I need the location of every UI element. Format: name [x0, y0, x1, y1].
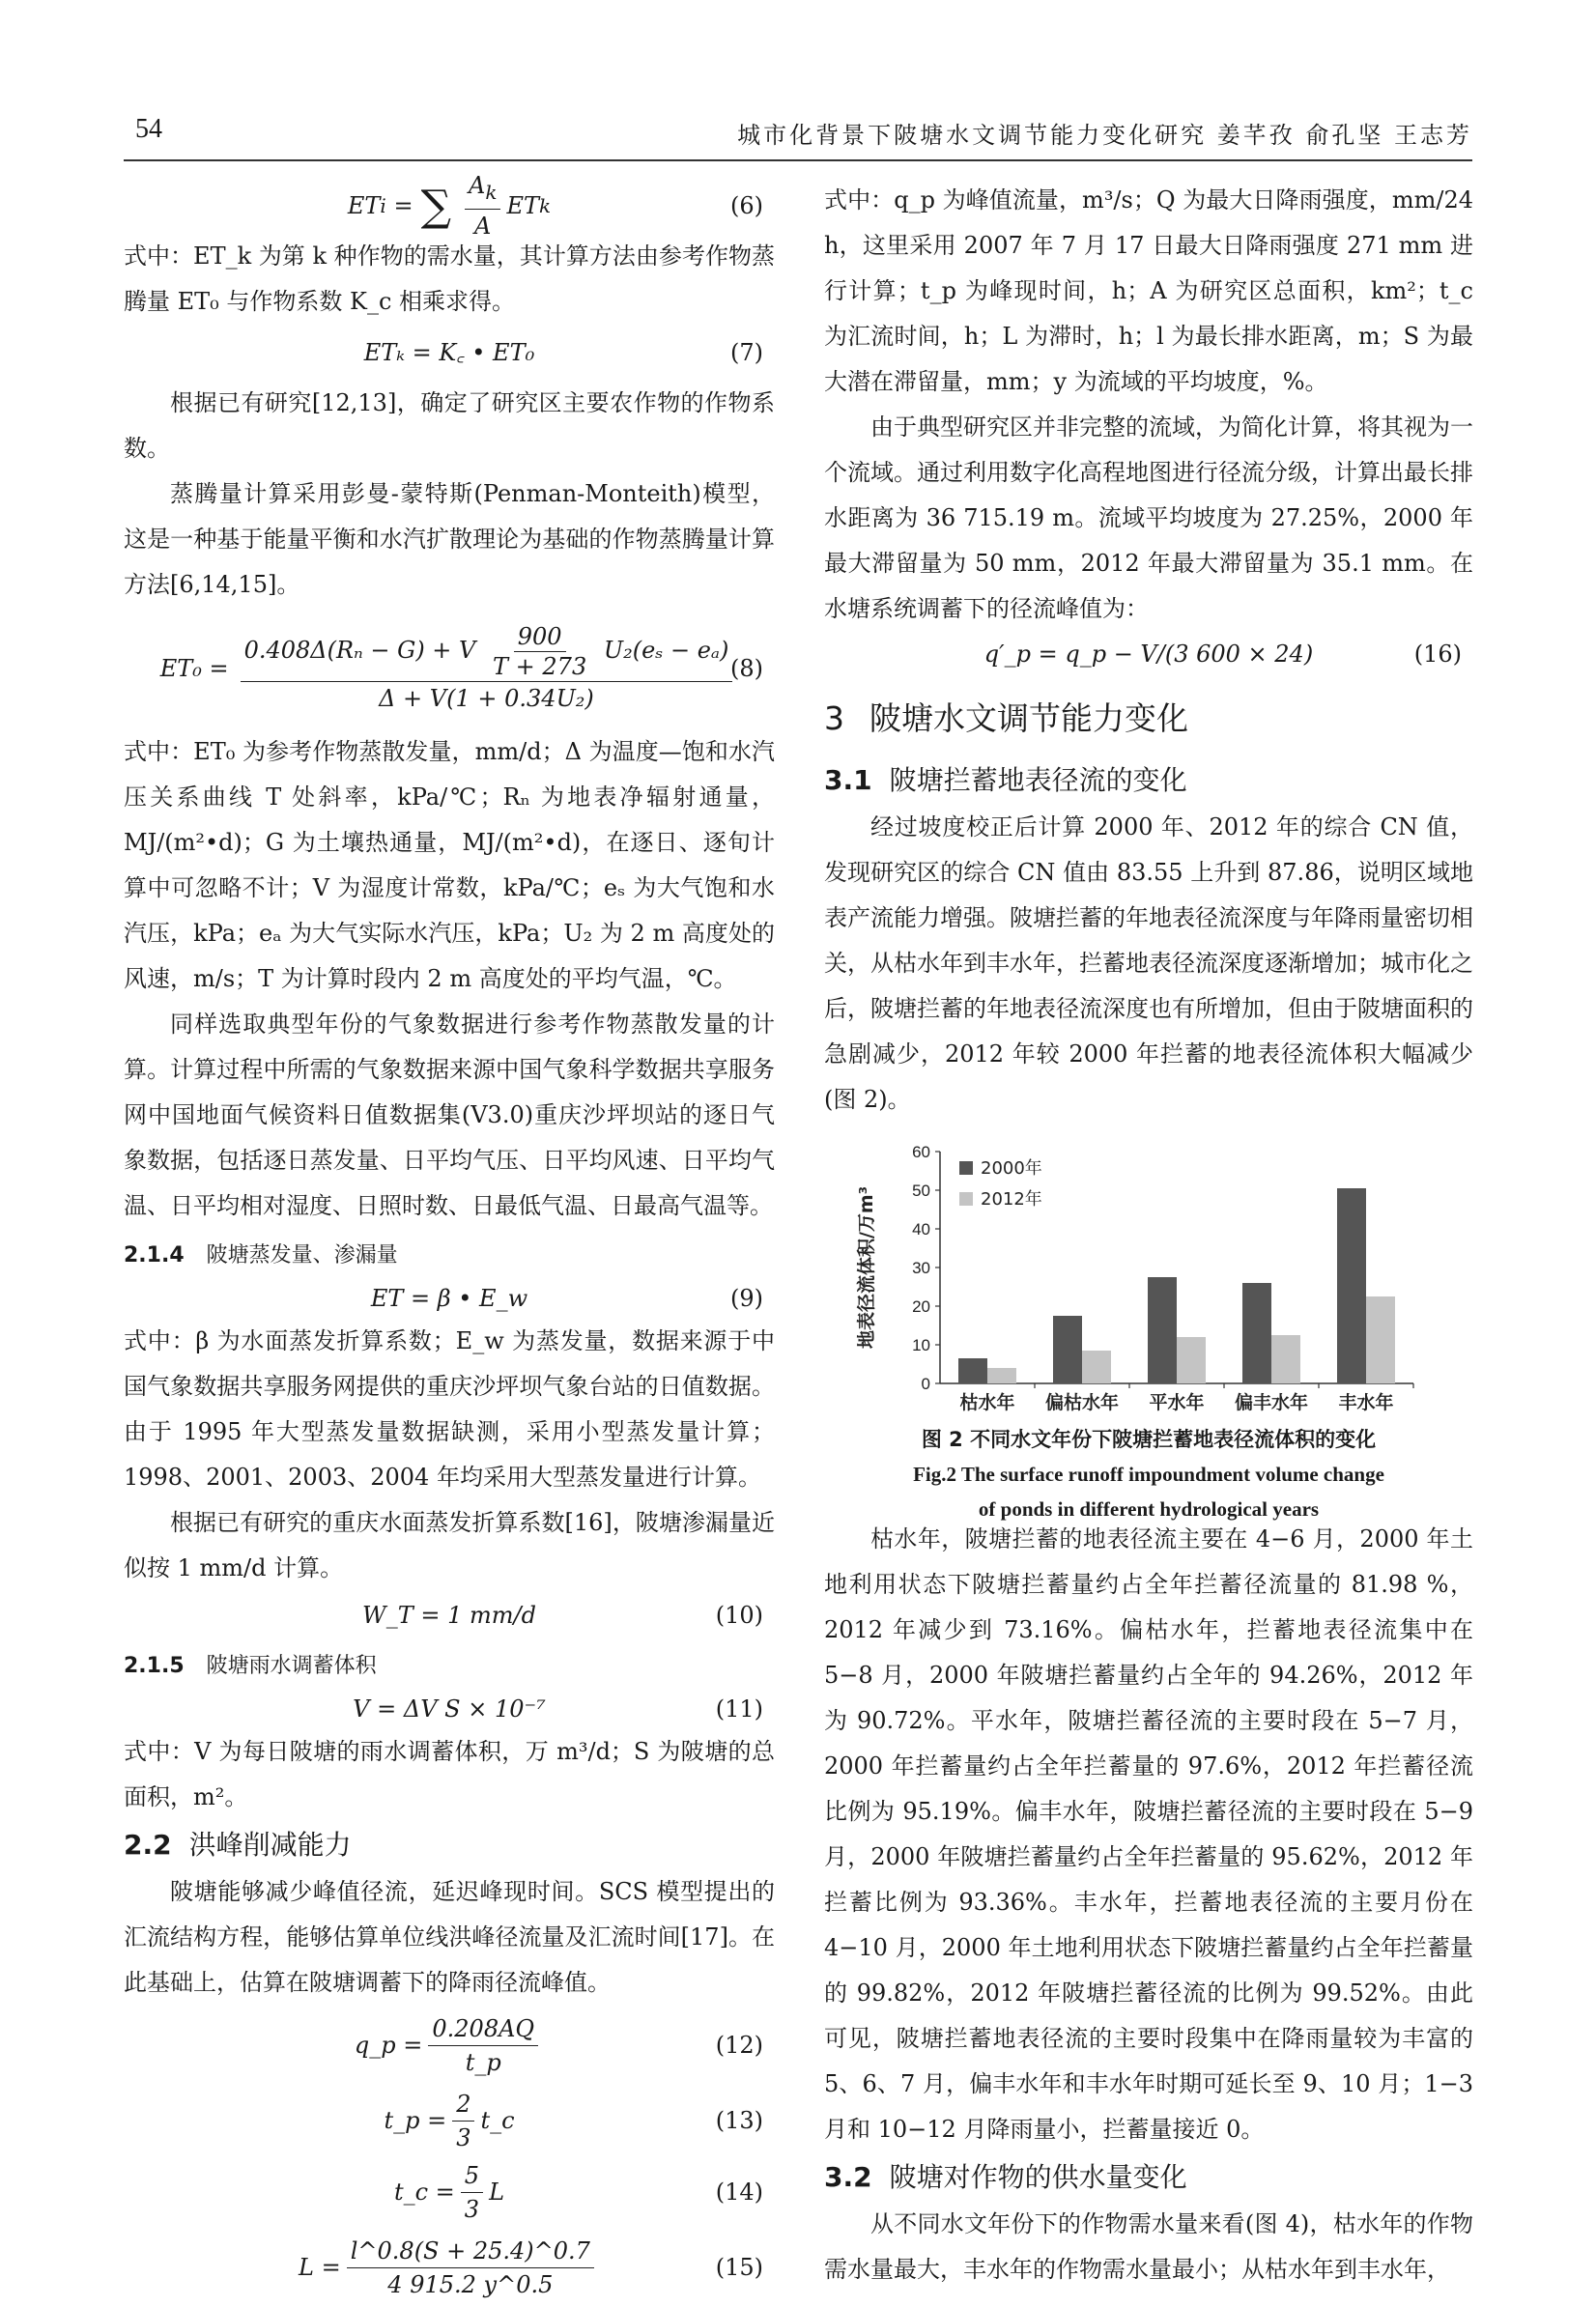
equation-10: W_T = 1 mm/d (10) — [362, 1601, 763, 1629]
figure-caption-en: of ponds in different hydrological years — [978, 1497, 1320, 1521]
left-column — [124, 172, 775, 2307]
equation-13: t_p = $\frac{2}{3}$ t_c (13) — [124, 2085, 775, 2156]
bar-2012年-偏丰水年 — [1271, 1335, 1300, 1383]
right-column — [824, 178, 1473, 2293]
y-tick-label: 50 — [912, 1182, 930, 1200]
page-header — [124, 108, 1472, 157]
header-rule — [124, 159, 1472, 161]
bar-2000年-平水年 — [1148, 1277, 1177, 1383]
section-heading-2-2: 2.2 洪峰削减能力 — [124, 1829, 352, 1861]
equation-6: ET i = ∑ $\frac{A_k}{A}$ ET k (6) — [124, 178, 775, 234]
figure-2 — [824, 1134, 1473, 1521]
paragraph: 经过坡度校正后计算 2000 年、2012 年的综合 CN 值，发现研究区的综合 CN 值由 83.55 上升到 87.86，说明区域地表产流能力增强。陂塘拦蓄的年地表径流深度与年降雨量密切相关，从枯水年到丰水年，拦蓄地表径流深度逐渐增加；城市化之后，陂塘拦蓄的年地表径流深度也有所增加，但由于陂塘面积的急剧减少，2012 年较 2000 年拦蓄的地表径流体积大幅减少(图 2)。 — [824, 813, 1473, 1113]
legend-label: 2012年 — [981, 1189, 1042, 1210]
bar-2012年-偏枯水年 — [1082, 1351, 1111, 1383]
x-tick-label: 偏枯水年 — [1044, 1392, 1120, 1413]
paragraph: 枯水年，陂塘拦蓄的地表径流主要在 4−6 月，2000 年土地利用状态下陂塘拦蓄量约占全年拦蓄径流量的 81.98 %，2012 年减少到 73.16%。偏枯水年，拦蓄地表径流集中在 5−8 月，2000 年陂塘拦蓄量约占全年的 94.26%，2012 年为 90.72%。平水年，陂塘拦蓄径流的主要时段在 5−7 月，2000 年拦蓄量约占全年拦蓄量的 97.6%，2012 年拦蓄径流比例为 95.19%。偏丰水年，陂塘拦蓄径流的主要时段在 5−9 月，2000 年陂塘拦蓄量约占全年拦蓄量的 95.62%，2012 年拦蓄比例为 93.36%。丰水年，拦蓄地表径流的主要月份在 4−10 月，2000 年土地利用状态下陂塘拦蓄量约占全年拦蓄量的 99.82%，2012 年陂塘拦蓄径流的比例为 99.52%。由此可见，陂塘拦蓄地表径流的主要时段集中在降雨量较为丰富的 5、6、7 月，偏丰水年和丰水年时期可延长至 9、10 月；1−3 月和 10−12 月降雨量小，拦蓄量接近 0。 — [824, 1525, 1473, 2143]
equation-16: q′_p = q_p − V/(3 600 × 24) (16) — [983, 640, 1462, 668]
section-heading-3-1: 3.1 陂塘拦蓄地表径流的变化 — [824, 764, 1187, 796]
legend-swatch — [959, 1192, 973, 1206]
equation-11: V = ΔV S × 10⁻⁷ (11) — [353, 1695, 763, 1723]
x-tick-label: 平水年 — [1149, 1392, 1205, 1413]
bar-2012年-丰水年 — [1366, 1296, 1395, 1383]
figure-caption-en: Fig.2 The surface runoff impoundment volume change — [913, 1463, 1384, 1486]
running-title: 城市化背景下陂塘水文调节能力变化研究 姜芊孜 俞孔坚 王志芳 — [737, 122, 1472, 149]
paragraph: 由于典型研究区并非完整的流域，为简化计算，将其视为一个流域。通过利用数字化高程地图进行径流分级，计算出最长排水距离为 36 715.19 m。流域平均坡度为 27.25%，2000 年最大滞留量为 50 mm，2012 年最大滞留量为 35.1 mm。在水塘系统调蓄下的径流峰值为： — [824, 413, 1473, 622]
equation-9: ET = β • E_w (9) — [370, 1284, 763, 1312]
section-heading-2-1-5: 2.1.5 陂塘雨水调蓄体积 — [124, 1654, 377, 1678]
equation-7: ETₖ = K꜀ • ET₀ (7) — [363, 338, 763, 366]
paragraph: 式中：β 为水面蒸发折算系数；E_w 为蒸发量，数据来源于中国气象数据共享服务网提供的重庆沙坪坝气象台站的日值数据。由于 1995 年大型蒸发量数据缺测，采用小型蒸发量计算；1998、2001、2003、2004 年均采用大型蒸发量进行计算。 — [124, 1327, 775, 1491]
y-axis-label: 地表径流体积/万m³ — [856, 1185, 877, 1350]
y-tick-label: 30 — [912, 1259, 930, 1277]
bar-2012年-枯水年 — [987, 1368, 1016, 1383]
equation-number: (6) — [730, 191, 763, 219]
paragraph: 根据已有研究[12,13]，确定了研究区主要农作物的作物系数。 — [124, 389, 775, 462]
paragraph: 陂塘能够减少峰值径流，延迟峰现时间。SCS 模型提出的汇流结构方程，能够估算单位线洪峰径流量及汇流时间[17]。在此基础上，估算在陂塘调蓄下的降雨径流峰值。 — [124, 1878, 775, 1996]
bar-2000年-枯水年 — [958, 1358, 987, 1383]
y-tick-label: 20 — [912, 1297, 930, 1316]
section-heading-2-1-4: 2.1.4 陂塘蒸发量、渗漏量 — [124, 1243, 398, 1267]
bar-2000年-偏丰水年 — [1242, 1283, 1271, 1383]
paragraph: 式中：ET_k 为第 k 种作物的需水量，其计算方法由参考作物蒸腾量 ET₀ 与作物系数 K_c 相乘求得。 — [124, 242, 775, 315]
paragraph: 蒸腾量计算采用彭曼-蒙特斯(Penman-Monteith)模型，这是一种基于能量平衡和水汽扩散理论为基础的作物蒸腾量计算方法[6,14,15]。 — [124, 480, 775, 598]
y-tick-label: 0 — [921, 1375, 930, 1393]
y-tick-label: 10 — [912, 1336, 930, 1354]
bar-2000年-丰水年 — [1337, 1188, 1366, 1383]
paragraph: 同样选取典型年份的气象数据进行参考作物蒸散发量的计算。计算过程中所需的气象数据来源中国气象科学数据共享服务网中国地面气候资料日值数据集(V3.0)重庆沙坪坝站的逐日气象数据，包括逐日蒸发量、日平均气压、日平均风速、日平均气温、日平均相对湿度、日照时数、日最低气温、日最高气温等。 — [124, 1011, 775, 1219]
section-heading-3: 3 陂塘水文调节能力变化 — [824, 699, 1188, 737]
paragraph: 根据已有研究的重庆水面蒸发折算系数[16]，陂塘渗漏量近似按 1 mm/d 计算。 — [124, 1509, 775, 1581]
equation-12: q_p = $\frac{0.208AQ}{t\_p}$ (12) — [124, 2006, 775, 2085]
figure-caption-cn: 图 2 不同水文年份下陂塘拦蓄地表径流体积的变化 — [921, 1428, 1377, 1451]
x-tick-label: 枯水年 — [959, 1392, 1015, 1413]
y-tick-label: 40 — [912, 1220, 930, 1239]
paragraph: 式中：ET₀ 为参考作物蒸散发量，mm/d；Δ 为温度—饱和水汽压关系曲线 T 处斜率，kPa/℃；Rₙ 为地表净辐射通量，MJ/(m²•d)；G 为土壤热通量，MJ/(m²•d)，在逐日、逐旬计算中可忽略不计；V 为湿度计常数，kPa/℃；eₛ 为大气饱和水汽压，kPa；eₐ 为大气实际水汽压，kPa；U₂ 为 2 m 高度处的风速，m/s；T 为计算时段内 2 m 高度处的平均气温，℃。 — [124, 738, 775, 992]
paragraph: 式中：q_p 为峰值流量，m³/s；Q 为最大日降雨强度，mm/24 h，这里采用 2007 年 7 月 17 日最大日降雨强度 271 mm 进行计算；t_p 为峰现时间，h；A 为研究区总面积，km²；t_c 为汇流时间，h；L 为滞时，h；l 为最长排水距离，m；S 为最大潜在滞留量，mm；y 为流域的平均坡度，%。 — [824, 186, 1473, 395]
legend-swatch — [959, 1161, 973, 1175]
bar-2012年-平水年 — [1177, 1337, 1206, 1383]
paragraph: 从不同水文年份下的作物需水量来看(图 4)，枯水年的作物需水量最大，丰水年的作物需水量最小；从枯水年到丰水年， — [824, 2210, 1473, 2283]
legend-label: 2000年 — [981, 1158, 1042, 1179]
bar-chart — [824, 1134, 1473, 1424]
equation-8: ET₀ = 0.408Δ(Rₙ − G) + V $\frac{900}{T + 273}$ U₂(eₛ − eₐ) Δ + V(1 + 0.34U₂) (8) — [159, 623, 763, 712]
page-number: 54 — [135, 114, 162, 144]
x-tick-label: 偏丰水年 — [1234, 1392, 1309, 1413]
section-heading-3-2: 3.2 陂塘对作物的供水量变化 — [824, 2161, 1187, 2193]
bar-2000年-偏枯水年 — [1053, 1316, 1082, 1383]
equation-15: L = $\frac{l\^{}0.8(S + 25.4)\^{}0.7}{4 915.2 y\^{}0.5}$ (15) — [124, 2228, 775, 2307]
paragraph: 式中：V 为每日陂塘的雨水调蓄体积，万 m³/d；S 为陂塘的总面积，m²。 — [124, 1738, 775, 1810]
y-tick-label: 60 — [912, 1143, 930, 1161]
x-tick-label: 丰水年 — [1338, 1392, 1394, 1413]
equation-14: t_c = $\frac{5}{3}$ L (14) — [124, 2156, 775, 2228]
